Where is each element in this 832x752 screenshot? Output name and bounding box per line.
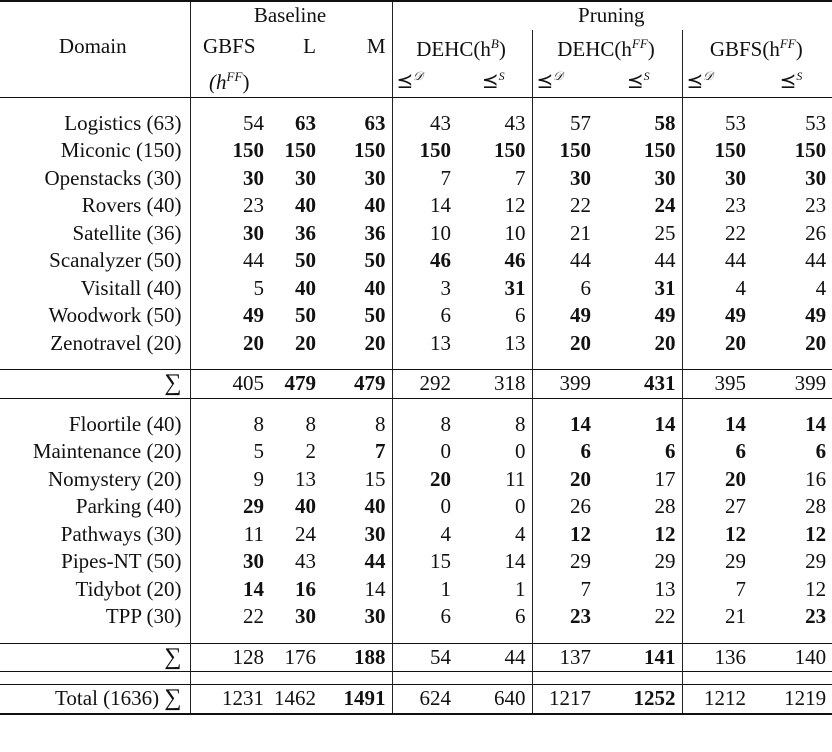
value-cell: 50	[295, 303, 316, 327]
value-cell: 44	[682, 247, 752, 275]
value-cell: 53	[805, 110, 827, 135]
value-cell: 20	[805, 330, 827, 355]
domain-cell: Parking (40)	[75, 494, 182, 518]
header-row-3	[0, 63, 832, 97]
value-cell: 49	[532, 302, 597, 330]
value-cell: 399	[532, 370, 597, 399]
value-cell: 140	[752, 643, 832, 672]
value-cell: 31	[504, 275, 526, 300]
prec-d-header: ⪯$^𝒟$	[682, 63, 752, 97]
domain-cell: Openstacks (30)	[44, 165, 182, 190]
table-row	[0, 110, 832, 138]
value-cell: 20	[654, 330, 676, 355]
value-cell: 26	[805, 220, 827, 245]
value-cell: 10	[504, 220, 526, 245]
domain-cell: Woodwork (50)	[48, 303, 182, 327]
value-cell: 20	[532, 330, 597, 358]
value-cell: 30	[364, 604, 386, 628]
value-cell: 150	[682, 137, 752, 165]
value-cell: 20	[364, 330, 386, 355]
value-cell: 10	[392, 220, 457, 248]
value-cell: 14	[805, 411, 827, 436]
value-cell: 30	[295, 165, 316, 190]
value-cell: 17	[654, 466, 676, 491]
value-cell: 21	[682, 603, 752, 631]
value-cell: 624	[392, 685, 457, 714]
value-cell: 13	[654, 576, 676, 601]
table-row	[0, 576, 832, 604]
value-cell: 44	[654, 248, 676, 272]
value-cell: 28	[654, 494, 676, 518]
value-cell: 318	[457, 370, 532, 399]
value-cell: 29	[805, 549, 827, 573]
table-row	[0, 137, 832, 165]
value-cell: 63	[295, 110, 316, 135]
value-cell: 136	[682, 643, 752, 672]
value-cell: 292	[392, 370, 457, 399]
value-cell: 6	[515, 604, 526, 628]
value-cell: 12	[805, 576, 827, 601]
value-cell: 12	[654, 521, 676, 546]
domain-cell: Logistics (63)	[64, 110, 182, 135]
value-cell: 16	[805, 466, 827, 491]
value-cell: 23	[805, 604, 827, 628]
value-cell: 1219	[752, 685, 832, 714]
value-cell: 40	[364, 193, 386, 217]
value-cell: 44	[364, 549, 386, 573]
domain-cell: Scanalyzer (50)	[49, 248, 182, 272]
value-cell: 30	[190, 548, 270, 576]
domain-cell: Maintenance (20)	[32, 439, 182, 463]
prec-s-header: ⪯$^S$	[779, 69, 803, 93]
baseline-header: Baseline	[190, 1, 392, 30]
value-cell: 40	[295, 193, 316, 217]
value-cell: 1491	[322, 685, 392, 714]
value-cell: 0	[392, 438, 457, 466]
value-cell: 6	[665, 439, 676, 463]
spacer-row	[0, 672, 832, 685]
value-cell: 30	[654, 165, 676, 190]
value-cell: 399	[752, 370, 832, 399]
value-cell: 1	[392, 576, 457, 604]
value-cell: 22	[654, 604, 676, 628]
value-cell: 7	[392, 165, 457, 193]
value-cell: 141	[597, 643, 682, 672]
value-cell: 14	[364, 576, 386, 601]
value-cell: 431	[597, 370, 682, 399]
value-cell: 14	[392, 192, 457, 220]
value-cell: 29	[682, 548, 752, 576]
spacer-row	[0, 631, 832, 644]
value-cell: 28	[805, 494, 827, 518]
value-cell: 16	[295, 576, 316, 601]
value-cell: 22	[190, 603, 270, 631]
value-cell: 3	[392, 275, 457, 303]
domain-cell: Rovers (40)	[81, 193, 182, 217]
value-cell: 7	[682, 576, 752, 604]
value-cell: 7	[375, 439, 386, 463]
value-cell: 9	[190, 466, 270, 494]
pruning-header: Pruning	[392, 1, 832, 30]
value-cell: 44	[532, 247, 597, 275]
value-cell: 26	[532, 493, 597, 521]
value-cell: 25	[654, 220, 676, 245]
value-cell: 30	[295, 604, 316, 628]
value-cell: 44	[457, 643, 532, 672]
table-row	[0, 330, 832, 358]
value-cell: 150	[532, 137, 597, 165]
value-cell: 12	[682, 521, 752, 549]
value-cell: 40	[295, 275, 316, 300]
value-cell: 13	[295, 466, 316, 491]
value-cell: 15	[364, 466, 386, 491]
value-cell: 49	[190, 302, 270, 330]
table-row	[0, 438, 832, 466]
table-row	[0, 493, 832, 521]
value-cell: 6	[815, 439, 827, 463]
value-cell: 15	[392, 548, 457, 576]
value-cell: 24	[295, 521, 316, 546]
value-cell: 0	[392, 493, 457, 521]
value-cell: 6	[392, 302, 457, 330]
domain-cell: Floortile (40)	[68, 411, 182, 436]
domain-cell: TPP (30)	[105, 604, 182, 628]
value-cell: 20	[532, 466, 597, 494]
value-cell: 30	[190, 220, 270, 248]
domain-cell: Zenotravel (20)	[50, 330, 182, 355]
table-row	[0, 302, 832, 330]
value-cell: 40	[364, 494, 386, 518]
value-cell: 4	[515, 521, 526, 546]
value-cell: 6	[515, 303, 526, 327]
prec-s-header: ⪯$^S$	[626, 69, 650, 93]
value-cell: 43	[504, 110, 526, 135]
value-cell: 4	[392, 521, 457, 549]
table-row	[0, 521, 832, 549]
value-cell: 6	[532, 438, 597, 466]
table-row	[0, 275, 832, 303]
value-cell: 188	[322, 643, 392, 672]
value-cell: 128	[190, 643, 270, 672]
value-cell: 12	[805, 521, 827, 546]
value-cell: 11	[190, 521, 270, 549]
value-cell: 43	[295, 549, 316, 573]
value-cell: 22	[532, 192, 597, 220]
dehc-hb-header: $DEHC(h^B)$	[392, 30, 532, 64]
value-cell: 4	[815, 275, 827, 300]
domain-cell: Satellite (36)	[72, 220, 182, 245]
value-cell: 1217	[532, 685, 597, 714]
table-row	[0, 603, 832, 631]
value-cell: 14	[682, 411, 752, 439]
header-row-2	[0, 30, 832, 64]
value-cell: 54	[190, 110, 270, 138]
value-cell: 20	[295, 330, 316, 355]
value-cell: 150	[190, 137, 270, 165]
m-header: M	[366, 33, 386, 58]
table-row	[0, 247, 832, 275]
value-cell: 0	[515, 494, 526, 518]
value-cell: 44	[190, 247, 270, 275]
value-cell: 24	[654, 193, 676, 217]
value-cell: 11	[505, 466, 526, 491]
value-cell: 1252	[597, 685, 682, 714]
value-cell: 14	[190, 576, 270, 604]
domain-cell: Nomystery (20)	[47, 466, 182, 491]
value-cell: 176	[270, 643, 322, 672]
value-cell: 30	[682, 165, 752, 193]
value-cell: 23	[532, 603, 597, 631]
value-cell: 44	[805, 248, 827, 272]
value-cell: 50	[364, 303, 386, 327]
value-cell: 14	[532, 411, 597, 439]
value-cell: 23	[682, 192, 752, 220]
value-cell: 1462	[270, 685, 322, 714]
value-cell: 58	[654, 110, 676, 135]
value-cell: 640	[457, 685, 532, 714]
value-cell: 150	[494, 138, 526, 162]
value-cell: 20	[190, 330, 270, 358]
table-row	[0, 165, 832, 193]
value-cell: 49	[654, 303, 676, 327]
domain-cell: Visitall (40)	[80, 275, 182, 300]
header-row-1	[0, 1, 832, 30]
table-row	[0, 466, 832, 494]
value-cell: 479	[322, 370, 392, 399]
sum-label: ∑	[0, 643, 190, 672]
domain-header: Domain	[58, 33, 127, 58]
value-cell: 150	[794, 138, 827, 162]
value-cell: 6	[392, 603, 457, 631]
value-cell: 479	[270, 370, 322, 399]
value-cell: 46	[392, 247, 457, 275]
sum-label: ∑	[0, 370, 190, 399]
value-cell: 46	[504, 248, 526, 272]
value-cell: 23	[805, 193, 827, 217]
value-cell: 29	[532, 548, 597, 576]
value-cell: 29	[190, 493, 270, 521]
value-cell: 5	[190, 438, 270, 466]
domain-cell: Pathways (30)	[60, 521, 182, 546]
value-cell: 6	[682, 438, 752, 466]
total-row	[0, 685, 832, 714]
value-cell: 27	[682, 493, 752, 521]
value-cell: 36	[295, 220, 316, 245]
value-cell: 29	[654, 549, 676, 573]
value-cell: 8	[190, 411, 270, 439]
value-cell: 31	[654, 275, 676, 300]
value-cell: 2	[305, 439, 316, 463]
value-cell: 1212	[682, 685, 752, 714]
value-cell: 40	[295, 494, 316, 518]
sum-row	[0, 370, 832, 399]
value-cell: 7	[532, 576, 597, 604]
value-cell: 4	[682, 275, 752, 303]
value-cell: 50	[295, 248, 316, 272]
value-cell: 13	[504, 330, 526, 355]
value-cell: 8	[305, 411, 316, 436]
spacer-row	[0, 398, 832, 411]
domain-cell: Pipes-NT (50)	[61, 549, 182, 573]
gbfs-header: GBFS	[190, 30, 270, 64]
gbfs-hff-header: $GBFS(h^{FF})$	[682, 30, 832, 64]
value-cell: 12	[532, 521, 597, 549]
value-cell: 30	[532, 165, 597, 193]
value-cell: 395	[682, 370, 752, 399]
value-cell: 30	[190, 165, 270, 193]
value-cell: 20	[682, 466, 752, 494]
value-cell: 43	[392, 110, 457, 138]
value-cell: 6	[532, 275, 597, 303]
prec-d-header: ⪯$^𝒟$	[392, 63, 457, 97]
value-cell: 20	[392, 466, 457, 494]
value-cell: 53	[682, 110, 752, 138]
value-cell: 14	[654, 411, 676, 436]
table-row	[0, 220, 832, 248]
spacer-row	[0, 97, 832, 110]
value-cell: 30	[805, 165, 827, 190]
value-cell: 63	[364, 110, 386, 135]
table-row	[0, 548, 832, 576]
value-cell: 40	[364, 275, 386, 300]
hff-header: $(h^{FF})$	[190, 63, 270, 97]
l-header: L	[303, 33, 316, 58]
value-cell: 20	[682, 330, 752, 358]
sum-row	[0, 643, 832, 672]
prec-s-header: ⪯$^S$	[481, 69, 505, 93]
table-row	[0, 411, 832, 439]
value-cell: 13	[392, 330, 457, 358]
value-cell: 23	[190, 192, 270, 220]
sum-label: Total (1636) ∑	[0, 685, 190, 714]
value-cell: 12	[504, 193, 526, 217]
dehc-hff-header: $DEHC(h^{FF})$	[532, 30, 682, 64]
value-cell: 5	[190, 275, 270, 303]
value-cell: 405	[190, 370, 270, 399]
table-row	[0, 192, 832, 220]
domain-cell: Tidybot (20)	[75, 576, 182, 601]
value-cell: 30	[364, 521, 386, 546]
value-cell: 49	[805, 303, 827, 327]
value-cell: 150	[392, 137, 457, 165]
value-cell: 150	[354, 138, 386, 162]
value-cell: 8	[375, 411, 386, 436]
value-cell: 57	[532, 110, 597, 138]
value-cell: 49	[682, 302, 752, 330]
value-cell: 30	[364, 165, 386, 190]
value-cell: 7	[515, 165, 526, 190]
value-cell: 150	[644, 138, 676, 162]
prec-d-header: ⪯$^𝒟$	[532, 63, 597, 97]
value-cell: 1	[515, 576, 526, 601]
spacer-row	[0, 357, 832, 370]
domain-cell: Miconic (150)	[60, 138, 182, 162]
value-cell: 21	[532, 220, 597, 248]
value-cell: 0	[515, 439, 526, 463]
value-cell: 14	[504, 549, 526, 573]
value-cell: 54	[392, 643, 457, 672]
value-cell: 8	[515, 411, 526, 436]
value-cell: 36	[364, 220, 386, 245]
value-cell: 8	[392, 411, 457, 439]
value-cell: 1231	[190, 685, 270, 714]
value-cell: 22	[682, 220, 752, 248]
value-cell: 50	[364, 248, 386, 272]
value-cell: 150	[284, 138, 316, 162]
value-cell: 137	[532, 643, 597, 672]
